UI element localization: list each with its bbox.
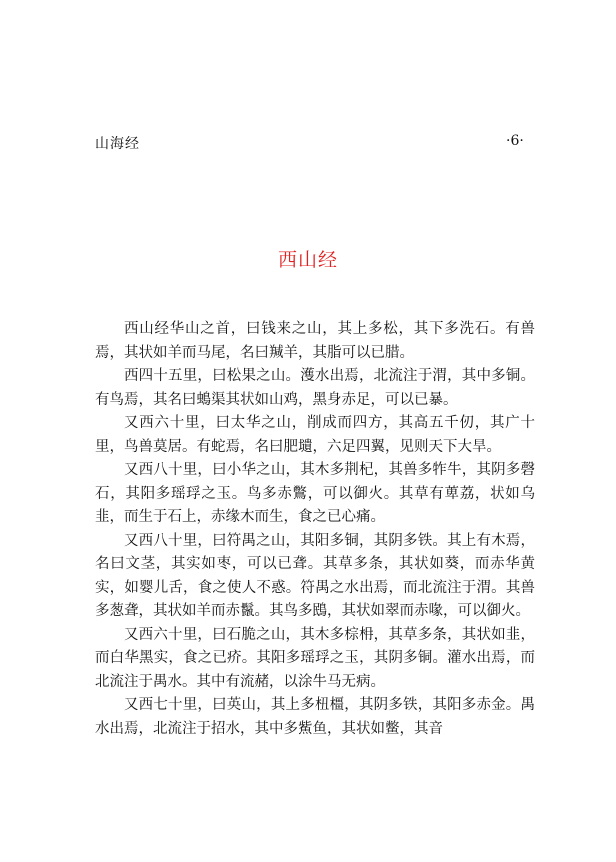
paragraph: 又西六十里，曰太华之山，削成而四方，其高五千仞，其广十里，鸟兽莫居。有蛇焉，名曰肥壝，六足四翼，见则天下大旱。: [95, 415, 535, 455]
paragraph: 又西六十里，曰石脆之山，其木多棕枏，其草多条，其状如韭，而白华黑实，食之已疥。其阳多瑶琈之玉，其阴多铜。灌水出焉，而北流注于禺水。其中有流赭，以涂牛马无病。: [95, 626, 535, 690]
running-head-book-title: 山海经: [95, 136, 140, 152]
paragraph: 又西八十里，曰符禺之山，其阳多铜，其阴多铁。其上有木焉，名曰文茎，其实如枣，可以已聋。其草多条，其状如葵，而赤华黄实，如婴儿舌，食之使人不惑。符禺之水出焉，而北流注于渭。其兽多葱聋，其状如羊而赤鬣。其鸟多鴖，其状如翠而赤喙，可以御火。: [95, 532, 535, 619]
paragraph: 又西七十里，曰英山，其上多杻橿，其阴多铁，其阳多赤金。禺水出焉，北流注于招水，其中多鮆鱼，其状如鳖，其音: [95, 697, 535, 737]
paragraph: 西山经华山之首，曰钱来之山，其上多松，其下多洗石。有兽焉，其状如羊而马尾，名曰羬羊，其脂可以已腊。: [95, 321, 535, 361]
paragraph: 又西八十里，曰小华之山，其木多荆杞，其兽多㸲牛，其阴多磬石，其阳多瑶琈之玉。鸟多赤鷩，可以御火。其草有萆荔，状如乌韭，而生于石上，赤缘木而生，食之已心痛。: [95, 462, 535, 525]
body-text: [95, 318, 535, 741]
page-number: ·6·: [506, 133, 524, 149]
paragraph: 西四十五里，曰松果之山。濩水出焉，北流注于渭，其中多铜。有鸟焉，其名曰䳋渠其状如山鸡，黑身赤足，可以已暴。: [95, 368, 535, 408]
chapter-title: 西山经: [277, 249, 338, 271]
